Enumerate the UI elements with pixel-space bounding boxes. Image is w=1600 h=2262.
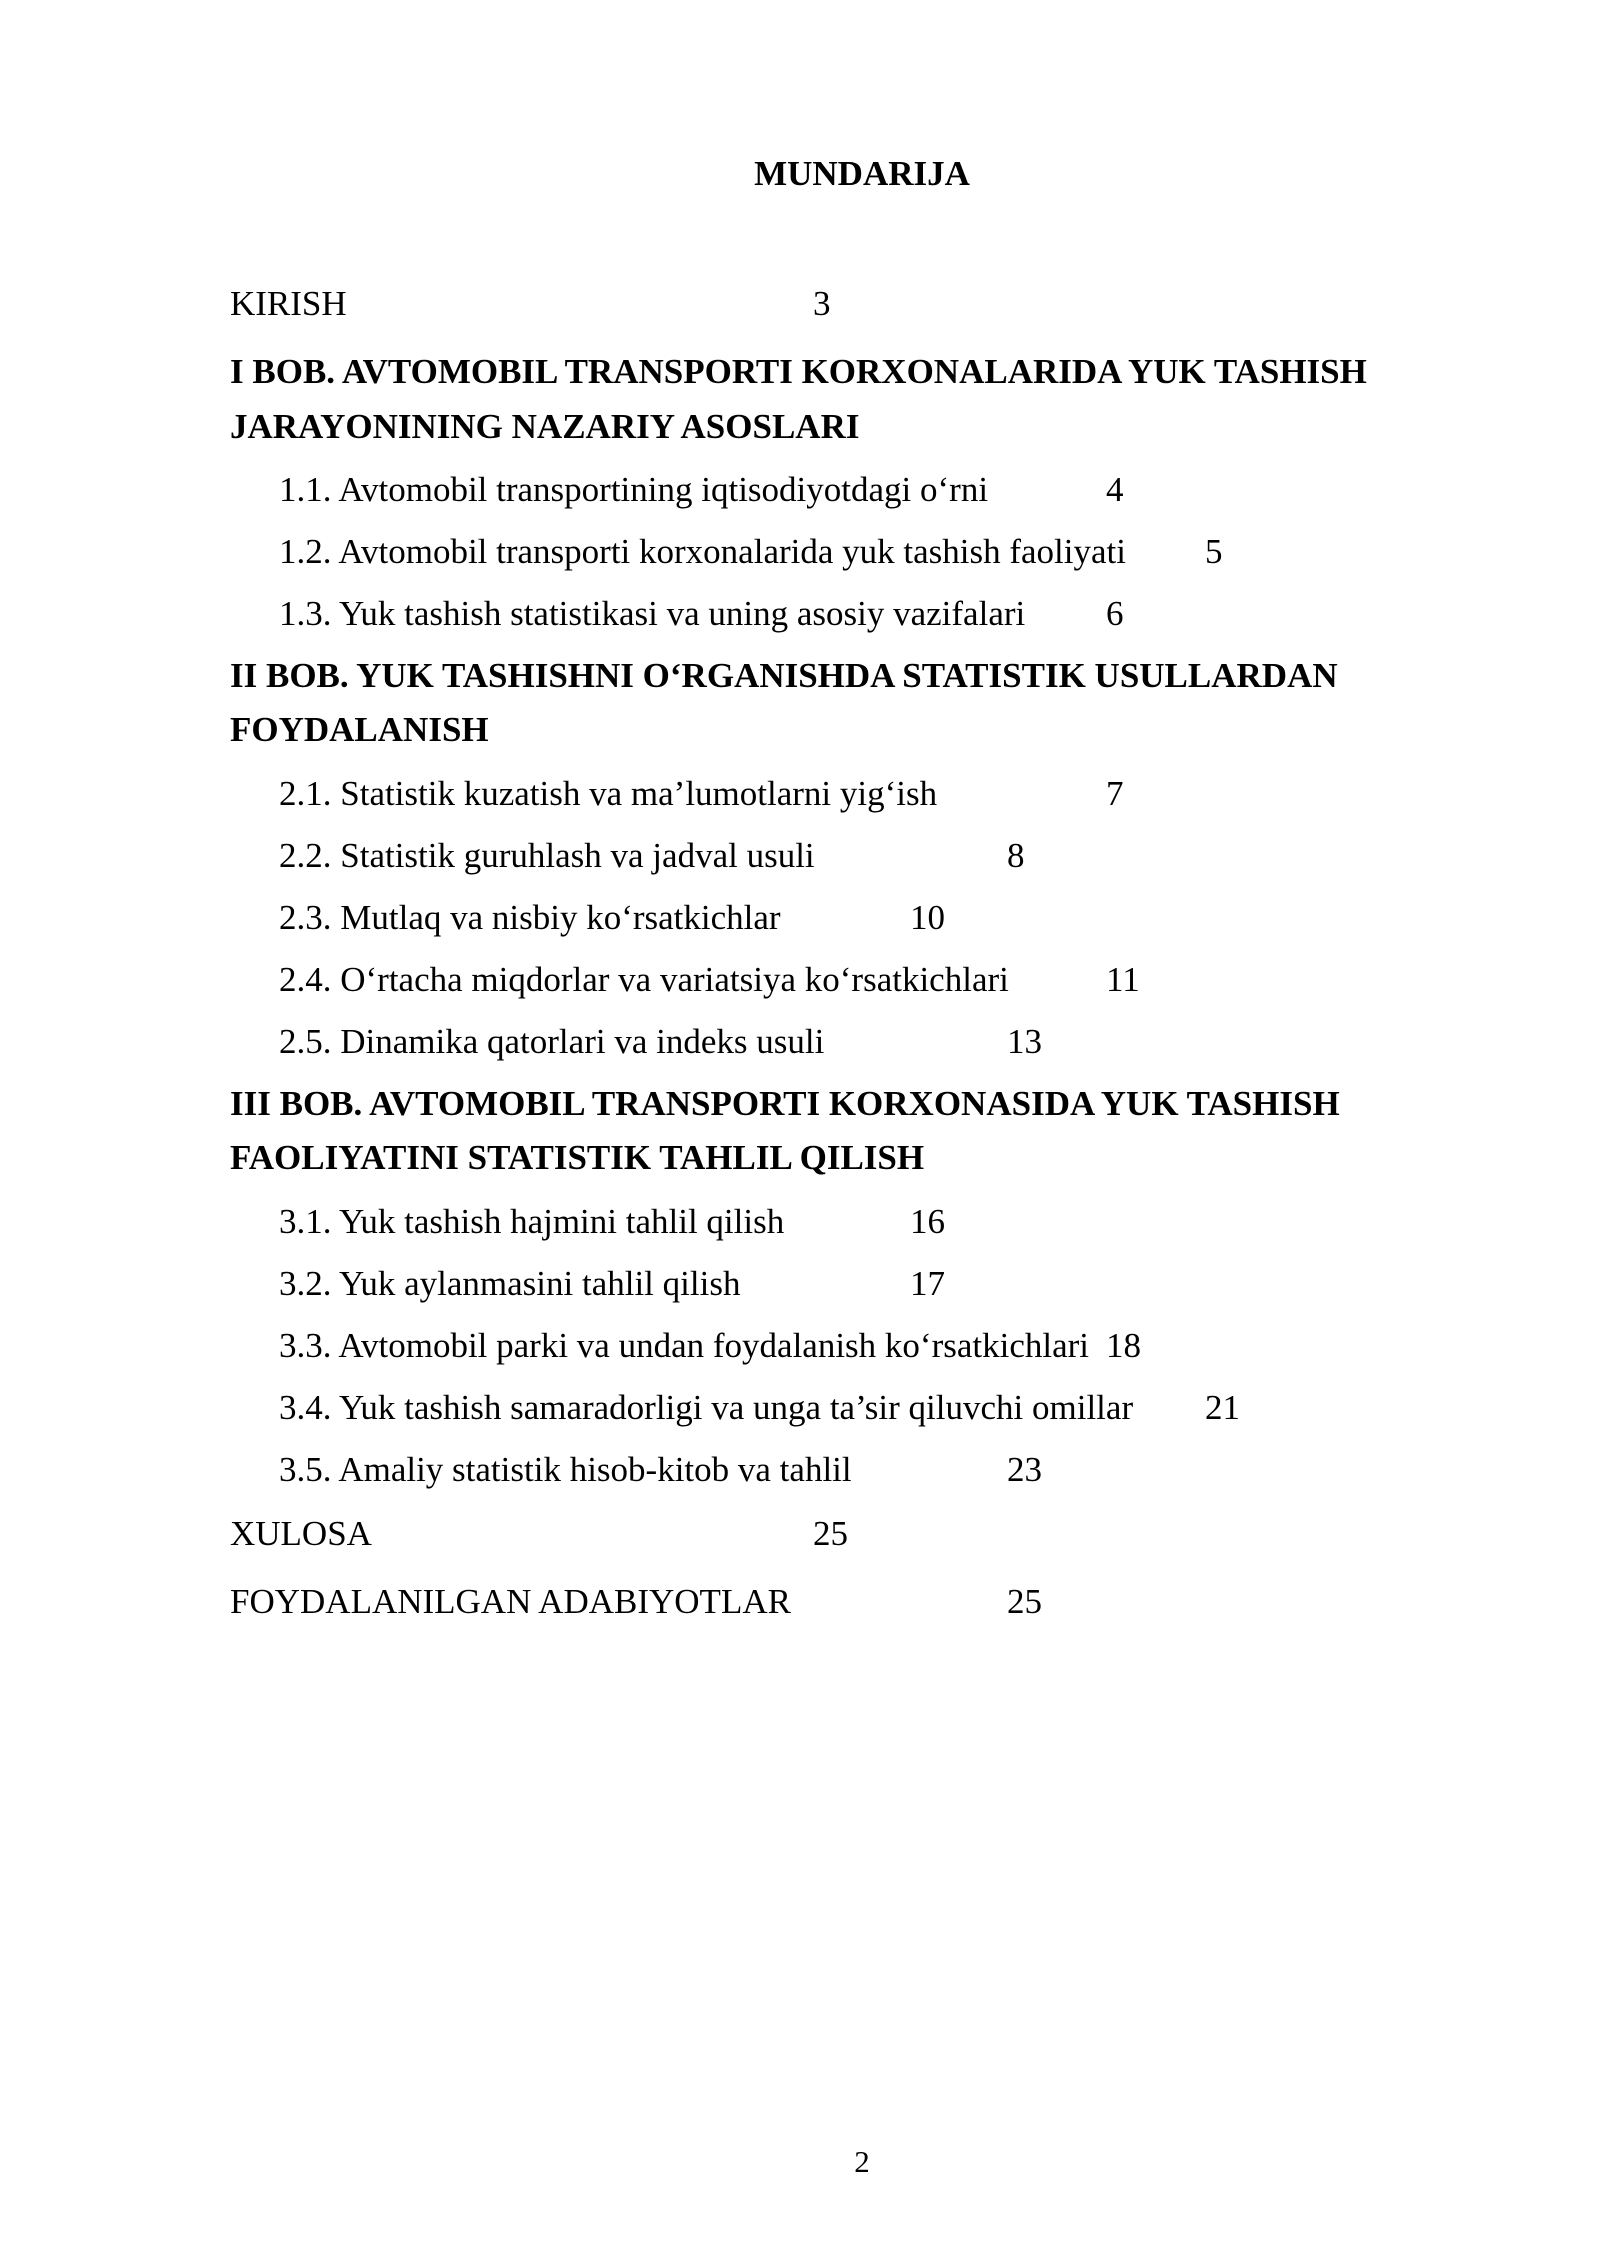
toc-page-2-3: 10 xyxy=(910,898,945,937)
toc-entry-kirish: KIRISH xyxy=(230,284,347,323)
toc-page-2-2: 8 xyxy=(1007,836,1025,875)
toc-entry-2-2: 2.2. Statistik guruhlash va jadval usuli xyxy=(279,836,815,875)
page-number: 2 xyxy=(854,2144,870,2179)
toc-page-2-5: 13 xyxy=(1007,1022,1042,1061)
toc-entry-3-1: 3.1. Yuk tashish hajmini tahlil qilish xyxy=(279,1202,785,1241)
toc-chapter-2-line-1: II BOB. YUK TASHISHNI O‘RGANISHDA STATISTIK USULLARDAN xyxy=(230,656,1338,695)
toc-entry-2-1: 2.1. Statistik kuzatish va ma’lumotlarni yig‘ish xyxy=(279,774,938,813)
toc-page-3-5: 23 xyxy=(1007,1450,1042,1489)
toc-entry-xulosa: XULOSA xyxy=(230,1514,372,1553)
toc-page-3-3: 18 xyxy=(1106,1326,1141,1365)
toc-chapter-2-line-2: FOYDALANISH xyxy=(230,710,489,749)
toc-entry-adabiyotlar: FOYDALANILGAN ADABIYOTLAR xyxy=(230,1582,791,1621)
toc-chapter-1-line-2: JARAYONINING NAZARIY ASOSLARI xyxy=(230,407,860,446)
toc-chapter-3-line-2: FAOLIYATINI STATISTIK TAHLIL QILISH xyxy=(230,1138,925,1177)
toc-page-2-4: 11 xyxy=(1106,960,1140,999)
toc-entry-3-3: 3.3. Avtomobil parki va undan foydalanish ko‘rsatkichlari xyxy=(279,1326,1090,1365)
toc-entry-1-2: 1.2. Avtomobil transporti korxonalarida yuk tashish faoliyati xyxy=(279,532,1126,571)
toc-page-3-4: 21 xyxy=(1205,1388,1240,1427)
toc-page-3-2: 17 xyxy=(910,1264,945,1303)
toc-entry-2-4: 2.4. O‘rtacha miqdorlar va variatsiya ko‘rsatkichlari xyxy=(279,960,1009,999)
toc-entry-2-3: 2.3. Mutlaq va nisbiy ko‘rsatkichlar xyxy=(279,898,781,937)
toc-page-1-1: 4 xyxy=(1106,470,1124,509)
toc-page-2-1: 7 xyxy=(1106,774,1124,813)
toc-entry-1-1: 1.1. Avtomobil transportining iqtisodiyotdagi o‘rni xyxy=(279,470,989,509)
toc-chapter-3-line-1: III BOB. AVTOMOBIL TRANSPORTI KORXONASIDA YUK TASHISH xyxy=(230,1084,1340,1123)
toc-entry-1-3: 1.3. Yuk tashish statistikasi va uning asosiy vazifalari xyxy=(279,594,1026,633)
page-title: MUNDARIJA xyxy=(754,154,970,193)
toc-page-1-2: 5 xyxy=(1205,532,1223,571)
toc-page-3-1: 16 xyxy=(910,1202,945,1241)
toc-page-1-3: 6 xyxy=(1106,594,1124,633)
toc-page-xulosa: 25 xyxy=(813,1514,848,1553)
toc-entry-3-2: 3.2. Yuk aylanmasini tahlil qilish xyxy=(279,1264,741,1303)
toc-chapter-1-line-1: I BOB. AVTOMOBIL TRANSPORTI KORXONALARIDA YUK TASHISH xyxy=(230,352,1367,391)
toc-page-adabiyotlar: 25 xyxy=(1007,1582,1042,1621)
toc-entry-3-4: 3.4. Yuk tashish samaradorligi va unga ta’sir qiluvchi omillar xyxy=(279,1388,1134,1427)
toc-entry-2-5: 2.5. Dinamika qatorlari va indeks usuli xyxy=(279,1022,825,1061)
toc-entry-3-5: 3.5. Amaliy statistik hisob-kitob va tahlil xyxy=(279,1450,852,1489)
toc-page-kirish: 3 xyxy=(813,284,831,323)
